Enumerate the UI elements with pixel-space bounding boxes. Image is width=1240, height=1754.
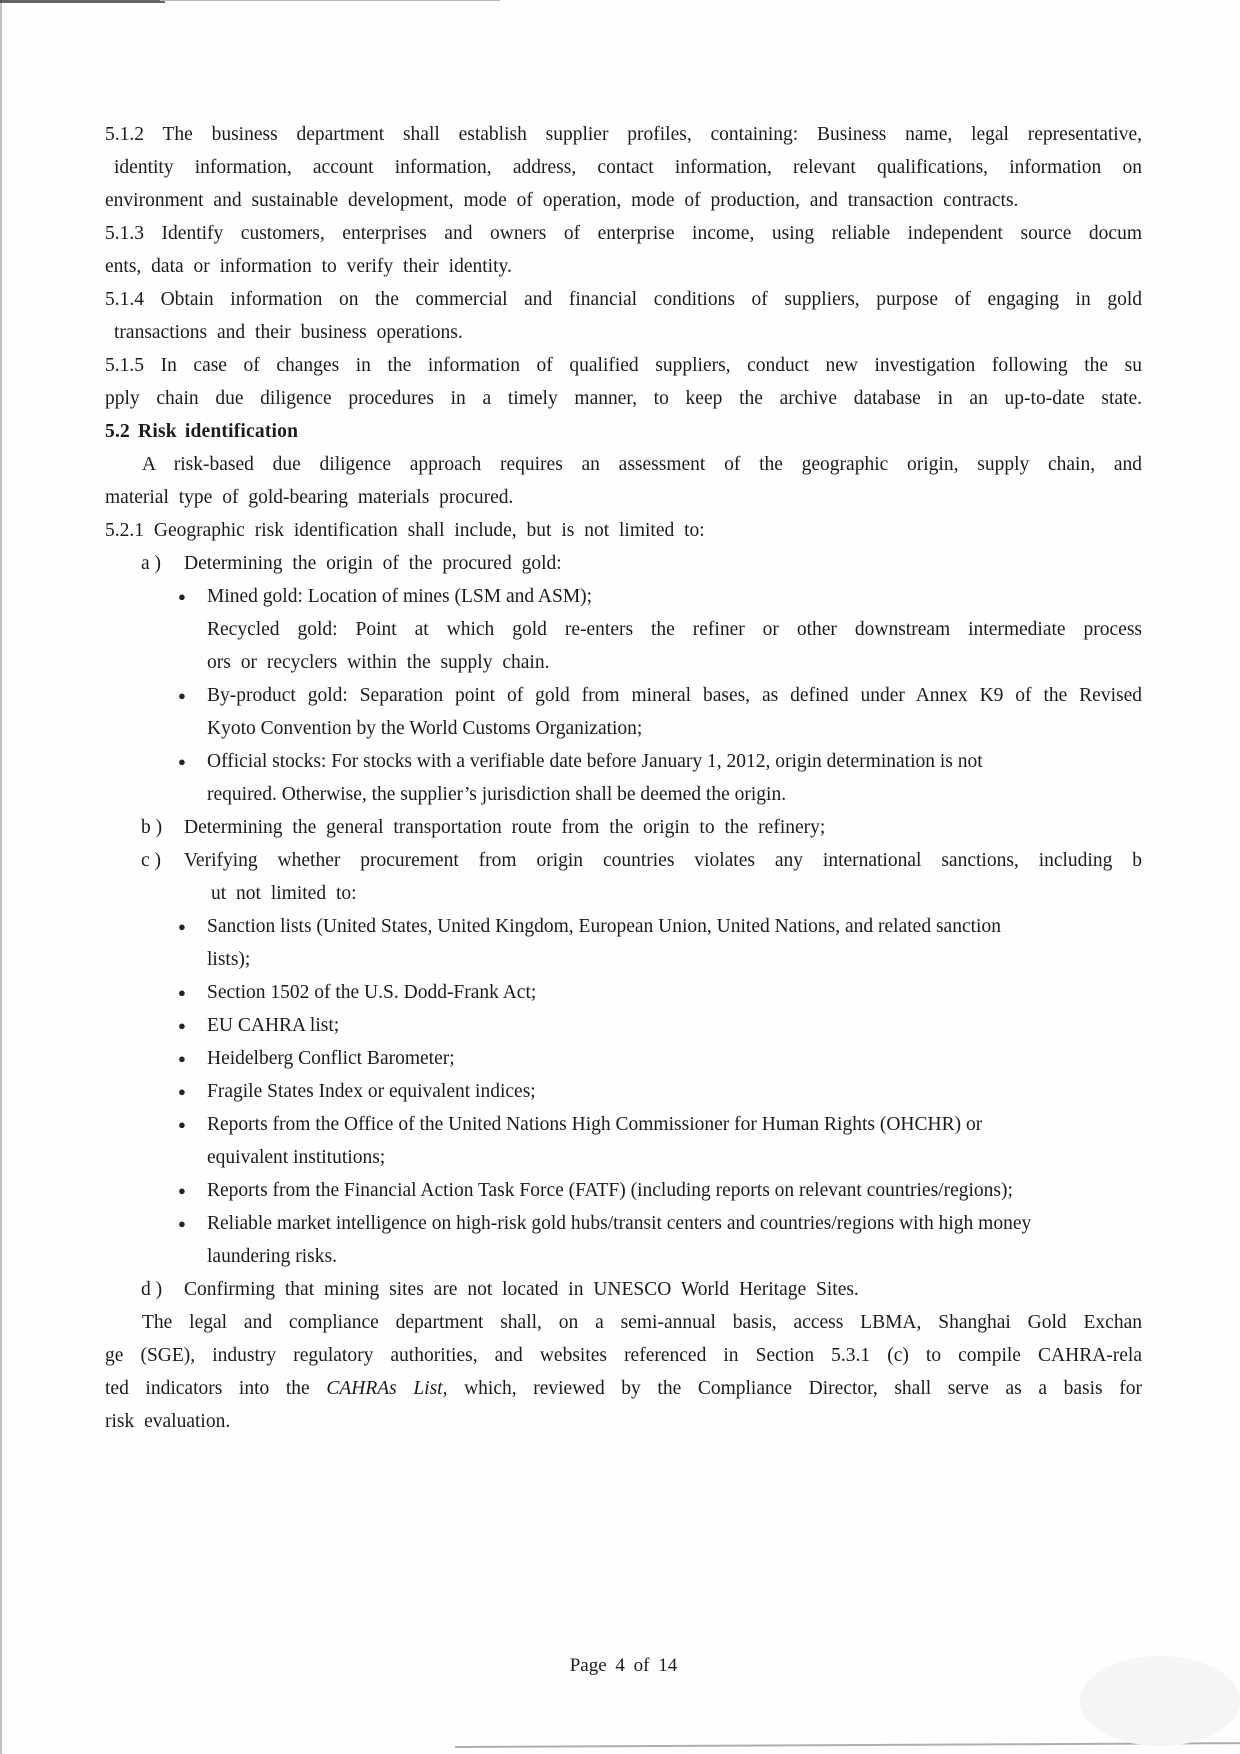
- text-line: Verifying whether procurement from origin countries violates any international sanctions, including b: [184, 850, 1142, 871]
- text-line: EU CAHRA list;: [207, 1015, 340, 1036]
- text-line: Fragile States Index or equivalent indices;: [207, 1081, 536, 1102]
- text-line: Mined gold: Location of mines (LSM and ASM);: [207, 586, 593, 607]
- bullet-icon: ●: [178, 1018, 186, 1033]
- bullet-icon: ●: [178, 754, 186, 769]
- scan-edge-bottom: [455, 1742, 1240, 1748]
- list-marker-c: c ): [141, 850, 162, 871]
- text-line: Reliable market intelligence on high-risk gold hubs/transit centers and countries/regions with high money: [207, 1213, 1032, 1234]
- text-line: 5.1.5 In case of changes in the information of qualified suppliers, conduct new investigation following the su: [105, 355, 1142, 376]
- paragraph-5-1-3: [105, 217, 1142, 283]
- text-line: Sanction lists (United States, United Kingdom, European Union, United Nations, and related sanction: [207, 916, 1001, 937]
- paragraph-5-2-1: 5.2.1 Geographic risk identification shall include, but is not limited to:: [105, 520, 705, 541]
- bullet-icon: ●: [178, 1216, 186, 1231]
- page-number: Page 4 of 14: [569, 1655, 678, 1676]
- text-segment: , which, reviewed by the Compliance Director, shall serve as a basis for: [442, 1378, 1142, 1399]
- text-line: A risk-based due diligence approach requires an assessment of the geographic origin, supply chain, and: [142, 454, 1142, 475]
- text-line: Heidelberg Conflict Barometer;: [207, 1048, 455, 1069]
- text-line: Reports from the Financial Action Task Force (FATF) (including reports on relevant countries/regions);: [207, 1180, 1013, 1201]
- text-line: required. Otherwise, the supplier’s jurisdiction shall be deemed the origin.: [207, 784, 787, 805]
- list-marker-a: a ): [141, 553, 162, 574]
- bullet-icon: ●: [178, 1117, 186, 1132]
- text-line: Reports from the Office of the United Nations High Commissioner for Human Rights (OHCHR) or: [207, 1114, 983, 1135]
- text-line: 5.1.4 Obtain information on the commercial and financial conditions of suppliers, purpose of engaging in gold: [105, 289, 1142, 310]
- bullet-icon: ●: [178, 985, 186, 1000]
- paragraph-recycled-gold: [178, 613, 1142, 679]
- text-line: [105, 1372, 1142, 1405]
- text-line: Section 1502 of the U.S. Dodd-Frank Act;: [207, 982, 537, 1003]
- list-item-b: [141, 811, 1142, 844]
- bullet-icon: ●: [178, 589, 186, 604]
- text-line: ut not limited to:: [211, 883, 357, 904]
- text-line: 5.1.3 Identify customers, enterprises and owners of enterprise income, using reliable independent source docum: [105, 223, 1142, 244]
- paragraph-5-1-5: [105, 349, 1142, 415]
- text-line: Determining the origin of the procured gold:: [184, 553, 562, 574]
- text-line: transactions and their business operations.: [114, 322, 463, 343]
- bullet-item-fatf-reports: [178, 1174, 1142, 1207]
- paragraph-5-1-2: [105, 118, 1142, 217]
- list-item-c: [141, 844, 1142, 910]
- italic-cahras-list: CAHRAs List: [326, 1378, 443, 1399]
- text-line: ors or recyclers within the supply chain.: [207, 652, 550, 673]
- bullet-item-byproduct-gold: [178, 679, 1142, 745]
- bullet-item-ohchr-reports: [178, 1108, 1142, 1174]
- document-body: [105, 118, 1142, 1438]
- text-line: Official stocks: For stocks with a verifiable date before January 1, 2012, origin determination is not: [207, 751, 983, 772]
- scan-edge-top-faint: [160, 0, 500, 1]
- bullet-item-mined-gold: [178, 580, 1142, 613]
- bullet-item-official-stocks: [178, 745, 1142, 811]
- scan-edge-top: [0, 0, 165, 3]
- text-line: Determining the general transportation route from the origin to the refinery;: [184, 817, 826, 838]
- scan-edge-left: [0, 0, 2, 1754]
- bullet-item-fragile-states: [178, 1075, 1142, 1108]
- text-line: ge (SGE), industry regulatory authorities, and websites referenced in Section 5.3.1 (c) to compile CAHRA-rela: [105, 1345, 1142, 1366]
- text-line: lists);: [207, 949, 251, 970]
- bullet-icon: ●: [178, 1084, 186, 1099]
- text-line: environment and sustainable development, mode of operation, mode of production, and transaction contracts.: [105, 190, 1019, 211]
- paragraph-risk-approach: [105, 448, 1142, 514]
- text-line: Kyoto Convention by the World Customs Organization;: [207, 718, 643, 739]
- text-line: Recycled gold: Point at which gold re-enters the refiner or other downstream intermediate process: [207, 619, 1142, 640]
- paragraph-5-1-4: [105, 283, 1142, 349]
- bullet-item-dodd-frank: [178, 976, 1142, 1009]
- text-segment: ted indicators into the: [105, 1378, 327, 1399]
- bullet-icon: ●: [178, 919, 186, 934]
- text-line: material type of gold-bearing materials procured.: [105, 487, 514, 508]
- text-line: 5.1.2 The business department shall establish supplier profiles, containing: Business name, legal representative,: [105, 124, 1142, 145]
- bullet-icon: ●: [178, 1051, 186, 1066]
- list-item-d: [141, 1273, 1142, 1306]
- text-line: risk evaluation.: [105, 1411, 231, 1432]
- text-line: equivalent institutions;: [207, 1147, 386, 1168]
- bullet-icon: ●: [178, 1183, 186, 1198]
- bullet-icon: ●: [178, 688, 186, 703]
- text-line: The legal and compliance department shall, on a semi-annual basis, access LBMA, Shanghai Gold Exchan: [142, 1312, 1142, 1333]
- list-marker-b: b ): [141, 817, 163, 838]
- bullet-item-sanction-lists: [178, 910, 1142, 976]
- text-line: ents, data or information to verify their identity.: [105, 256, 512, 277]
- bullet-item-market-intelligence: [178, 1207, 1142, 1273]
- text-line: By-product gold: Separation point of gold from mineral bases, as defined under Annex K9 of the Revised: [207, 685, 1142, 706]
- text-line: pply chain due diligence procedures in a timely manner, to keep the archive database in an up-to-date state.: [105, 388, 1142, 409]
- section-heading-5-2: 5.2 Risk identification: [105, 421, 299, 442]
- text-line: identity information, account information, address, contact information, relevant qualifications, information on: [114, 157, 1142, 178]
- list-marker-d: d ): [141, 1279, 163, 1300]
- bullet-item-eu-cahra: [178, 1009, 1142, 1042]
- text-line: laundering risks.: [207, 1246, 337, 1267]
- bullet-item-heidelberg: [178, 1042, 1142, 1075]
- bullet-spacer: [178, 613, 207, 679]
- list-item-a: [141, 547, 1142, 580]
- paragraph-cahras-list: [105, 1306, 1142, 1438]
- text-line: Confirming that mining sites are not located in UNESCO World Heritage Sites.: [184, 1279, 859, 1300]
